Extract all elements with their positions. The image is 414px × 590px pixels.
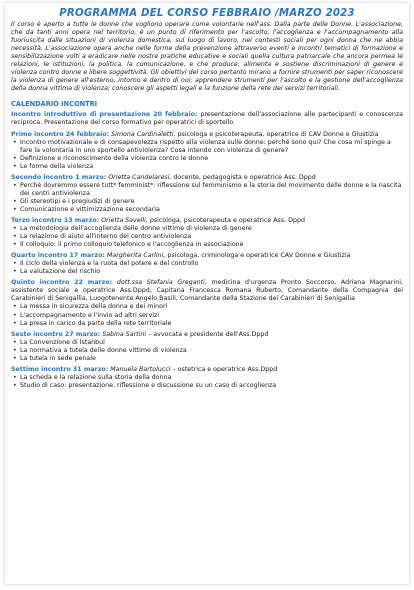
session-description: docente, pedagogista e operatrice Ass. Dppd <box>171 173 316 181</box>
session-block <box>11 111 403 127</box>
session-title: Quarto incontro 17 marzo: <box>11 252 105 260</box>
session-description: medicina d'urgenza Pronto Soccorso, Adriana Magnarini, assistente sociale e operatrice Ass.Dppd, Capitana Francesca Romana Ruberto, Comandante della Compagnia dei Carabinieri di Senigallia, Luogotenente Angelo Basili, Comandante della Stazione dei Carabinieri di Senigallia <box>11 279 403 303</box>
session-title: Primo incontro 24 febbraio: <box>11 130 110 138</box>
topic-item: • Perché dovremmo essere tutt* femminist*: riflessione sul femminismo e la storia del movimento delle donne e la nascita dei centri antiviolenza <box>11 182 403 198</box>
session-speaker: Orietta Candelaresi, <box>106 173 172 181</box>
session-description: presentazione dell'associazione alle partecipanti e conoscenza reciproca. Presentazione del corso formativo per operatrici di sportello. <box>11 111 403 127</box>
session-block <box>11 131 403 171</box>
session-speaker: Simona Cardinaletti, <box>109 130 176 138</box>
session-description: psicologa, criminologa e operatrice CAV Donne e Giustizia <box>165 252 351 260</box>
session-block <box>11 279 403 327</box>
topic-item: • La presa in carico da parte della rete territoriale <box>11 320 403 328</box>
session-heading <box>11 131 403 139</box>
topic-item: • L'accompagnamento e l'invio ad altri servizi <box>11 312 403 320</box>
session-heading <box>11 111 403 127</box>
topic-item: • Incontro motivazionale e di consapevolezza rispetto alla violenza sulle donne: perché sono qui? Che cosa mi spinge a fare la volontaria in uno sportello antiviolenza? Cosa intendo con violenza di genere? <box>11 139 403 155</box>
topic-item: • La messa in sicurezza della donna e dei minori <box>11 303 403 311</box>
session-block <box>11 174 403 214</box>
session-topics <box>11 339 403 363</box>
topic-item: • Definizione e riconoscimento della violenza contro le donne <box>11 155 403 163</box>
topic-item: • La valutazione del rischio <box>11 268 403 276</box>
session-title: Quinto incontro 22 marzo: <box>11 279 113 287</box>
session-heading <box>11 174 403 182</box>
session-title: Incontro introduttivo di presentazione 20 febbraio: <box>11 111 198 119</box>
session-title: Terzo incontro 13 marzo: <box>11 216 100 224</box>
session-heading <box>11 279 403 303</box>
session-title: Settimo incontro 31 marzo: <box>11 365 109 373</box>
topic-item: • Studio di caso: presentazione, riflessione e discussione su un caso di accoglienza <box>11 382 403 390</box>
session-title: Secondo incontro 1 marzo: <box>11 173 107 181</box>
topic-item: • La tutela in sede penale <box>11 355 403 363</box>
calendar-heading: CALENDARIO INCONTRI <box>11 100 98 109</box>
session-block <box>11 217 403 249</box>
session-heading <box>11 331 403 339</box>
topic-item: • Il ciclo della violenza e la ruota del potere e del controllo <box>11 260 403 268</box>
topic-item: • Gli stereotipi e i pregiudizi di genere <box>11 198 403 206</box>
session-description: psicologa e psicoterapeuta, operatrice di CAV Donne e Giustizia <box>175 130 379 138</box>
session-speaker: dott.ssa Stefania Greganti, <box>112 279 207 287</box>
session-title: Sesto incontro 27 marzo: <box>11 330 101 338</box>
session-topics <box>11 225 403 249</box>
session-speaker: Orietta Savelli, <box>99 216 148 224</box>
session-topics <box>11 260 403 276</box>
session-block <box>11 366 403 390</box>
page-title: PROGRAMMA DEL CORSO FEBBRAIO /MARZO 2023 <box>59 8 355 19</box>
session-heading <box>11 366 403 374</box>
topic-item: • La Convenzione di Istanbul <box>11 339 403 347</box>
session-topics <box>11 374 403 390</box>
session-block <box>11 252 403 276</box>
session-block <box>11 331 403 363</box>
session-description: – avvocata e presidente dell'Ass.Dppd <box>146 330 269 338</box>
session-heading <box>11 217 403 225</box>
topic-item: • Comunicazione e vittimizzazione secondaria <box>11 206 403 214</box>
document-page <box>5 3 409 584</box>
session-speaker: Margherita Carlini, <box>104 252 166 260</box>
session-speaker: Sabina Sartini <box>100 330 147 338</box>
session-speaker: Manuela Bartolucci <box>108 365 171 373</box>
session-heading <box>11 252 403 260</box>
topic-item: • Le forme della violenza <box>11 163 403 171</box>
topic-item: • La scheda e la relazione sulla storia della donna <box>11 374 403 382</box>
session-topics <box>11 303 403 327</box>
topic-item: • La metodologia dell'accoglienza delle donne vittime di violenza di genere <box>11 225 403 233</box>
session-description: psicologa, psicoterapeuta e operatrice Ass. Dppd <box>147 216 305 224</box>
topic-item: • Il colloquio: il primo colloquio telefonico e l'accoglienza in associazione <box>11 241 403 249</box>
session-topics <box>11 182 403 214</box>
session-topics <box>11 139 403 171</box>
intro-paragraph: Il corso è aperto a tutte le donne che vogliono operare come volontarie nell'ass. Dalla parte delle Donne. L'associazione, che da tanti anni opera nel territorio, è un punto di riferimento per l'ascolto, l'accoglienza e l'accompagnamento alla fuoriuscita dalle situazioni di violenza domestica, sul luogo di lavoro, nei contesti sociali per ogni donna che ne abbia necessità. L'associazione opera anche nelle forme della prevenzione attraverso eventi e incontri tematici di formazione e sensibilizzazione volti a eradicare nelle nostre pratiche educative e sociali quella cultura patriarcale che ancora permea le relazioni, le istituzioni, la politica, la comunicazione, e che produce, alimenta e sostiene discriminazioni di genere e violenza contro donne e libere soggettività. Gli obiettivi del corso pertanto mirano a fornire strumenti per saper riconoscere la violenza di genere all'esterno, intorno e dentro di noi; apprendere strumenti per l'ascolto e la gestione dell'accoglienza della donna vittima di violenza; conoscere gli aspetti legali e la funzione della rete dei servizi territoriali. <box>11 21 403 93</box>
topic-item: • La normativa a tutela delle donne vittime di violenza <box>11 347 403 355</box>
topic-item: • La relazione di aiuto all'interno del centro antiviolenza <box>11 233 403 241</box>
session-description: – ostetrica e operatrice Ass.Dppd <box>170 365 278 373</box>
sessions-list <box>11 111 403 390</box>
